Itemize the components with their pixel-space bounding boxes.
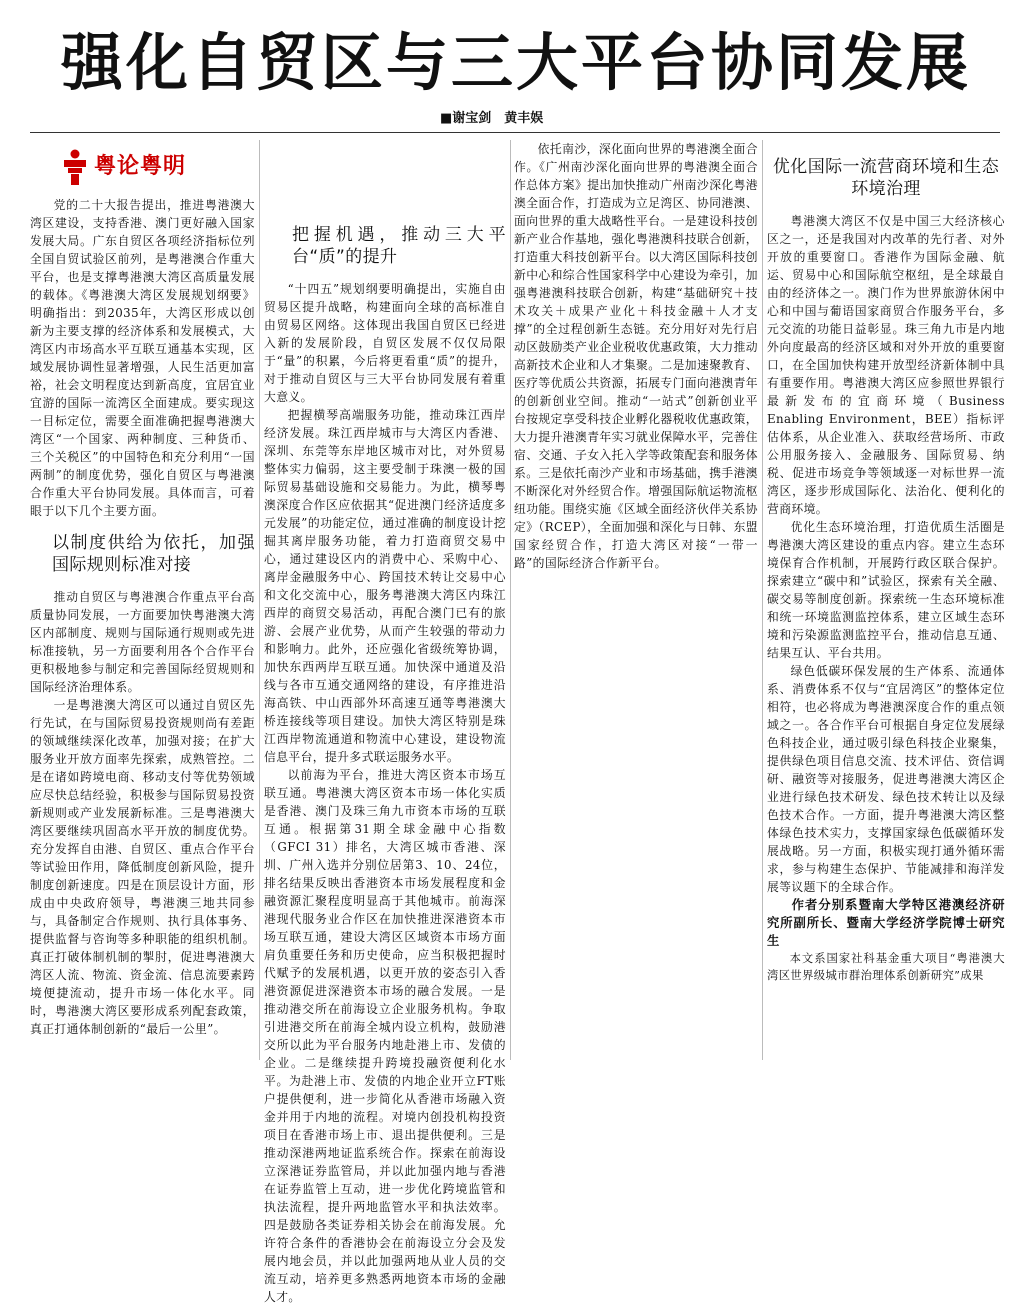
subhead: 把握机遇，推动三大平台“质”的提升 [292,225,506,267]
column-brand [62,148,255,186]
headline: 强化自贸区与三大平台协同发展 [60,26,971,99]
column-brand-label: 粤论粤明 [94,154,187,179]
paragraph: 以前海为平台，推进大湾区资本市场互联互通。粤港澳大湾区资本市场一体化实质是香港、澳门及珠三角九市资本市场的互联互通。根据第31期全球金融中心指数（GFCI 31）排名，大湾区城市香港、深圳、广州入选并分别位居第3、10、24位，排名结果反映出香港资本市场发展程度和金融资源汇聚程度明显高于其他城市。前海深港现代服务业合作区在加快推进深港资本市场互联互通，建设大湾区区域资本市场方面肩负重要任务和历史使命，应当积极把握时代赋予的发展机遇，以更开放的姿态引入香港资源促进深港资本市场的融合发展。一是推动港交所在前海设立企业服务机构。争取引进港交所在前海全城内设立机构，鼓励港交所以此为平台服务内地赴港上市、发债的企业。二是继续提升跨境投融资便利化水平。为赴港上市、发债的内地企业开立FT账户提供便利，进一步简化从香港市场融入资金并用于内地的流程。对境内创投机构投资项目在香港市场上市、退出提供便利。三是推动深港两地证监系统合作。探索在前海设立深港证券监管局，并以此加强内地与香港在证券监管上互动，进一步优化跨境监管和执法流程，提升两地监管水平和执法效率。四是鼓励各类证券相关协会在前海发展。允许符合条件的香港协会在前海设立分会及发展内地会员，并以此加强两地从业人员的交流互动，培养更多熟悉两地资本市场的金融人才。 [264,768,506,1304]
subhead: 优化国际一流营商环境和生态环境治理 [772,157,1000,199]
column-4 [767,140,1005,1065]
column-divider [762,140,763,1060]
funding-note: 本文系国家社科基金重大项目“粤港澳大湾区世界级城市群治理体系创新研究”成果 [767,952,1005,982]
byline: ■谢宝剑 黄丰娱 [440,111,544,126]
paragraph: 党的二十大报告提出，推进粤港澳大湾区建设，支持香港、澳门更好融入国家发展大局。广东自贸区各项经济指标位列全国自贸试验区前列，是粤港澳合作重大平台，也是支撑粤港澳大湾区高质量发展的载体。《粤港澳大湾区发展规划纲要》明确指出：到2035年，大湾区形成以创新为主要支撑的经济体系和发展模式，大湾区内市场高水平互联互通基本实现，区域发展协调性显著增强，人民生活更加富裕，社会文明程度达到新高度，宜居宜业宜游的国际一流湾区全面建成。要实现这一目标定位，需要全面准确把握粤港澳大湾区“一个国家、两种制度、三种货币、三个关税区”的中国特色和充分利用“一国两制”的制度优势，强化自贸区与粤港澳合作重大平台协同发展。具体而言，可着眼于以下几个主要方面。 [30,198,255,518]
paragraph: 粤港澳大湾区不仅是中国三大经济核心区之一，还是我国对内改革的先行者、对外开放的重要窗口。香港作为国际金融、航运、贸易中心和国际航空枢纽，是全球最自由的经济体之一。澳门作为世界旅游休闲中心和中国与葡语国家商贸合作服务平台，多元交流的功能日益彰显。珠三角九市是内地外向度最高的经济区域和对外开放的重要窗口，在全国加快构建开放型经济新体制中具有重要作用。粤港澳大湾区应参照世界银行最新发布的宜商环境（Business Enabling Environment，BEE）指标评估体系，从企业准入、获取经营场所、市政公用服务接入、金融服务、国际贸易、纳税、促进市场竞争等领域逐一对标世界一流湾区，逐步形成国际化、法治化、便利化的营商环境。 [767,214,1005,516]
authors-note: 作者分别系暨南大学特区港澳经济研究所副所长、暨南大学经济学院博士研究生 [767,898,1005,948]
column-1 [30,140,255,1060]
top-rule [30,132,1000,133]
column-2-continuation [264,140,506,212]
paragraph: 推动自贸区与粤港澳合作重点平台高质量协同发展，一方面要加快粤港澳大湾区内部制度、规则与国际通行规则或先进标准接轨，另一方面要利用各个合作平台更积极地参与制定和完善国际经贸规则和国际经济治理体系。 [30,590,255,694]
column-2 [264,140,506,1304]
paragraph: 绿色低碳环保发展的生产体系、流通体系、消费体系不仅与“宜居湾区”的整体定位相符，也必将成为粤港澳深度合作的重点领域之一。各合作平台可根据自身定位发展绿色科技企业，通过吸引绿色科技企业聚集，提供绿色项目信息交流、技术评估、资信调研、融资等对接服务，促进粤港澳大湾区企业进行绿色技术研发、绿色技术转让以及绿色技术合作。一方面，提升粤港澳大湾区整体绿色技术实力，支撑国家绿色低碳循环发展战略。另一方面，积极实现打通外循环需求，参与构建生态保护、节能减排和海洋发展等议题下的全球合作。 [767,664,1005,894]
paragraph: “十四五”规划纲要明确提出，实施自由贸易区提升战略，构建面向全球的高标准自由贸易区网络。这体现出我国自贸区已经进入新的发展阶段，自贸区发展不仅仅局限于“量”的积累，今后将更看重“质”的提升，对于推动自贸区与三大平台协同发展有着重大意义。 [264,282,506,404]
column-3 [514,140,758,1065]
subhead: 以制度供给为依托，加强国际规则标准对接 [52,533,255,575]
person-icon [62,149,88,185]
paragraph: 一是粤港澳大湾区可以通过自贸区先行先试，在与国际贸易投资规则尚有差距的领域继续深化改革，加强对接；在扩大服务业开放方面率先探索，成熟管控。二是在诸如跨境电商、移动支付等优势领域应尽快总结经验，积极参与国际贸易投资新规则或产业发展新标准。三是粤港澳大湾区要继续巩固高水平开放的制度优势。充分发挥自由港、自贸区、重点合作平台等试验田作用，降低制度创新风险，提升制度创新速度。四是在顶层设计方面，形成由中央政府领导，粤港澳三地共同参与，具备制定合作规则、执行具体事务、提供监督与咨询等多种职能的组织机制。真正打破体制机制的掣肘，促进粤港澳大湾区人流、物流、资金流、信息流要素跨境便捷流动，提升市场一体化水平。同时，粤港澳大湾区要形成系列配套政策，真正打通体制创新的“最后一公里”。 [30,698,255,1036]
paragraph: 优化生态环境治理，打造优质生活圈是粤港澳大湾区建设的重点内容。建立生态环境保育合作机制，开展跨行政区联合保护。探索建立“碳中和”试验区，探索有关全融、碳交易等制度创新。探索统一生态环境标准和统一环境监测监控体系，建立区域生态环境和污染源监测监控平台，推动信息互通、结果互认、平台共用。 [767,520,1005,660]
paragraph: 把握横琴高端服务功能，推动珠江西岸经济发展。珠江西岸城市与大湾区内香港、深圳、东莞等东岸地区城市对比，对外贸易整体实力偏弱，这主要受制于珠澳一极的国际贸易基础设施和交易能力。为此，横琴粤澳深度合作区应依据其“促进澳门经济适度多元发展”的功能定位，通过准确的制度设计挖掘其离岸服务功能，着力打造商贸交易中心，通过建设区内的消费中心、采购中心、离岸金融服务中心、跨国技术转让交易中心和文化交流中心，服务粤港澳大湾区内珠江西岸的商贸交易活动，再配合澳门已有的旅游、会展产业优势，从而产生较强的带动力和影响力。此外，还应强化省级统筹协调，加快东西两岸互联互通。加快深中通道及沿线与各市互通交通网络的建设，有序推进沿海高铁、中山西部外环高速互通等粤港澳大桥连接线等项目建设。加快大湾区特别是珠江西岸物流通道和物流中心建设，建设物流信息平台，提升多式联运服务水平。 [264,408,506,764]
column-divider [259,140,260,1060]
paragraph: 依托南沙，深化面向世界的粤港澳全面合作。《广州南沙深化面向世界的粤港澳全面合作总体方案》提出加快推动广州南沙深化粤港澳全面合作，打造成为立足湾区、协同港澳、面向世界的重大战略性平台。一是建设科技创新产业合作基地，强化粤港澳科技联合创新，打造重大科技创新平台。以大湾区国际科技创新中心和综合性国家科学中心建设为牵引，加强粤港澳科技联合创新，构建“基础研究＋技术攻关＋成果产业化＋科技金融＋人才支撑”的全过程创新生态链。充分用好对先行启动区鼓励类产业企业税收优惠政策，大力推动高新技术企业和人才集聚。二是加速聚教育、医疗等优质公共资源，拓展专门面向港澳青年的创新创业空间。推动“一站式”创新创业平台按规定享受科技企业孵化器税收优惠政策，大力提升港澳青年实习就业保障水平，完善住宿、交通、子女入托入学等政策配套和服务体系。三是依托南沙产业和市场基础，携手港澳不断深化对外经贸合作。增强国际航运物流枢纽功能。围绕实施《区域全面经济伙伴关系协定》（RCEP），全面加强和深化与日韩、东盟国家经贸合作，打造大湾区对接“一带一路”的国际经济合作新平台。 [514,142,758,570]
column-divider [510,140,511,1060]
